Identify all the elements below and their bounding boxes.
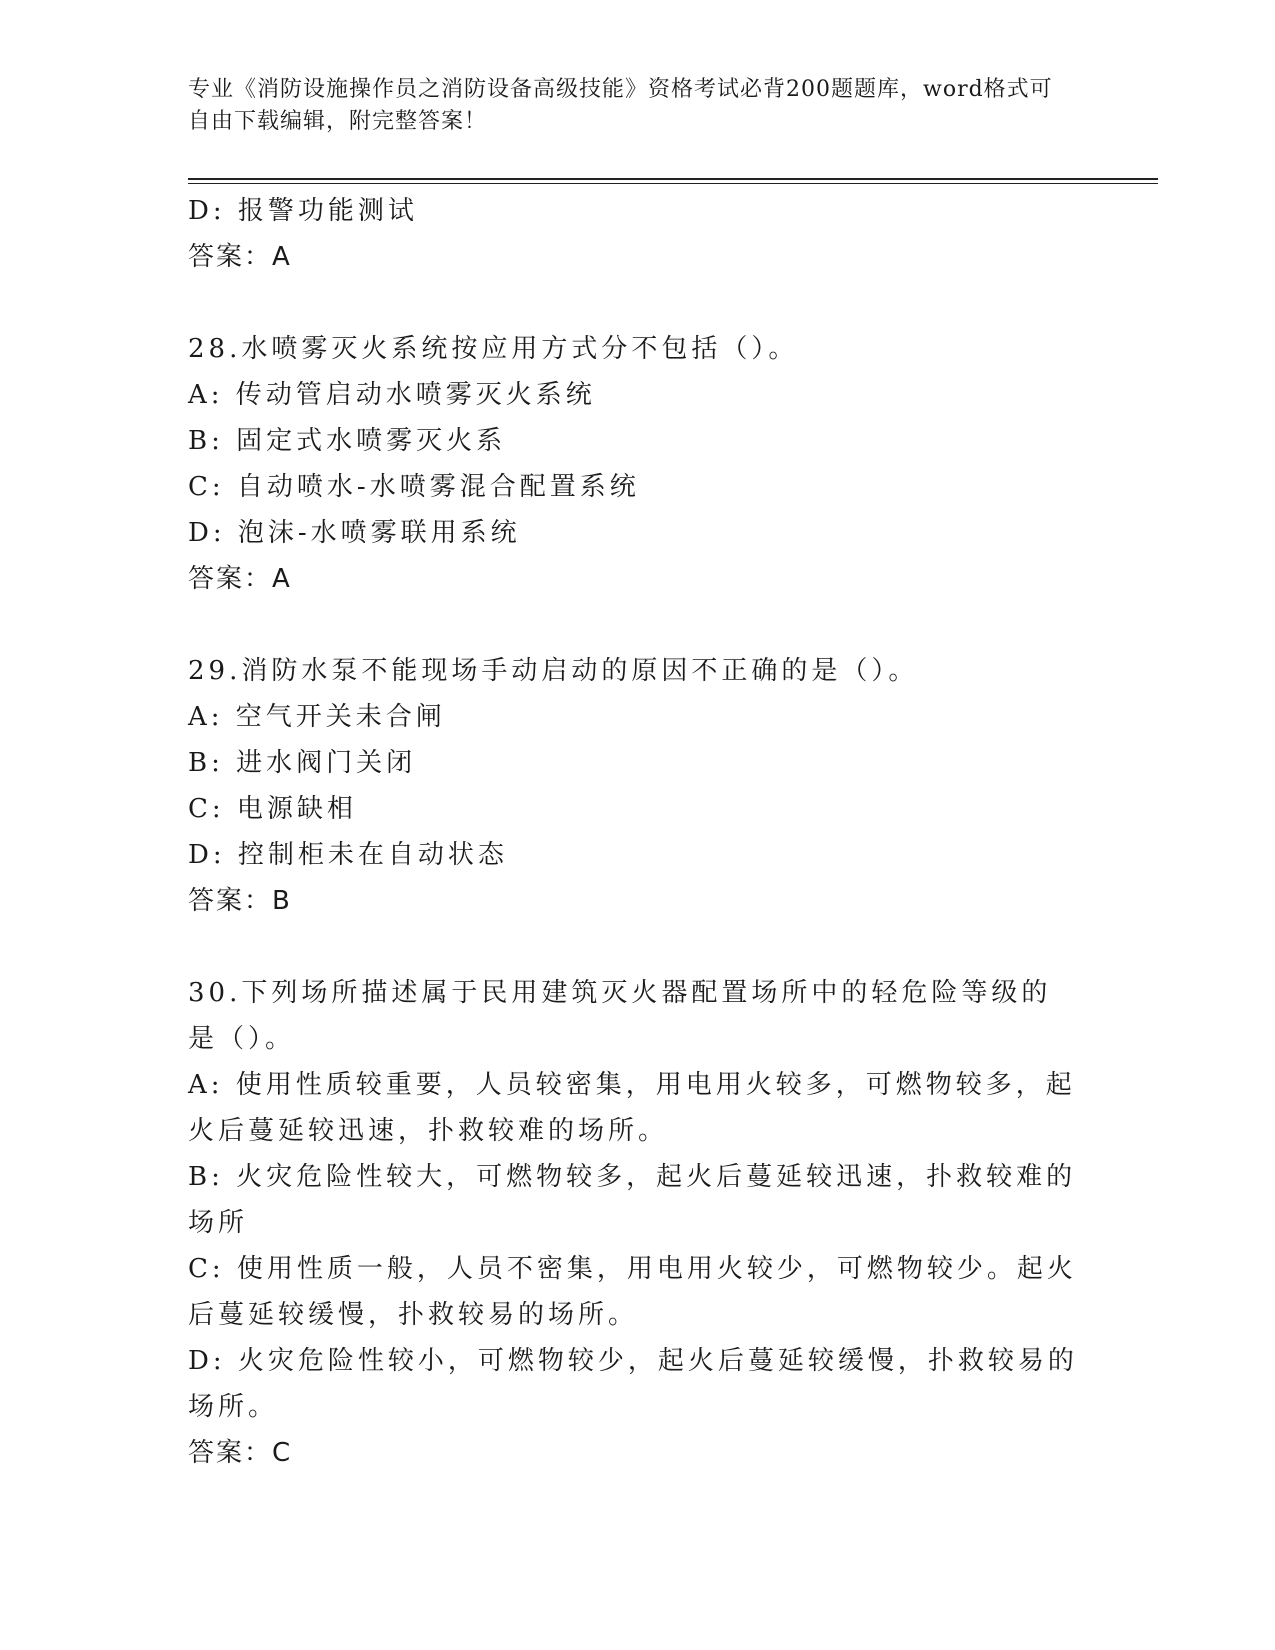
question-28 (188, 326, 1078, 602)
option-d: D: 火灾危险性较小，可燃物较少，起火后蔓延较缓慢，扑救较易的场所。 (188, 1346, 1078, 1422)
option-d: D: 控制柜未在自动状态 (188, 840, 508, 870)
header-divider (188, 178, 1158, 184)
answer: 答案：C (188, 1438, 293, 1468)
spacer (188, 924, 1078, 970)
document-body (188, 188, 1078, 1476)
option-a: A: 传动管启动水喷雾灭火系统 (188, 380, 596, 410)
option-c: C: 自动喷水-水喷雾混合配置系统 (188, 472, 640, 502)
question-30 (188, 970, 1078, 1476)
question-stem: 28.水喷雾灭火系统按应用方式分不包括（）。 (188, 334, 799, 364)
question-29 (188, 648, 1078, 924)
option-c: C: 电源缺相 (188, 794, 357, 824)
answer: 答案：A (188, 564, 292, 594)
document-header: 专业《消防设施操作员之消防设备高级技能》资格考试必背200题题库，word格式可自由下载编辑，附完整答案！ (188, 77, 1053, 134)
option-d: D: 泡沫-水喷雾联用系统 (188, 518, 521, 548)
option-b: B: 进水阀门关闭 (188, 748, 417, 778)
option-b: B: 固定式水喷雾灭火系 (188, 426, 507, 456)
answer: 答案：B (188, 886, 292, 916)
partial-option-d: D: 报警功能测试 (188, 196, 418, 226)
spacer (188, 280, 1078, 326)
option-a: A: 使用性质较重要，人员较密集，用电用火较多，可燃物较多，起火后蔓延较迅速，扑救较难的场所。 (188, 1070, 1076, 1146)
question-stem: 29.消防水泵不能现场手动启动的原因不正确的是（）。 (188, 656, 919, 686)
question-stem: 30.下列场所描述属于民用建筑灭火器配置场所中的轻危险等级的是（）。 (188, 978, 1052, 1054)
option-b: B: 火灾危险性较大，可燃物较多，起火后蔓延较迅速，扑救较难的场所 (188, 1162, 1077, 1238)
spacer (188, 602, 1078, 648)
option-c: C: 使用性质一般，人员不密集，用电用火较少，可燃物较少。起火后蔓延较缓慢，扑救较易的场所。 (188, 1254, 1077, 1330)
partial-answer: 答案：A (188, 242, 292, 272)
option-a: A: 空气开关未合闸 (188, 702, 446, 732)
